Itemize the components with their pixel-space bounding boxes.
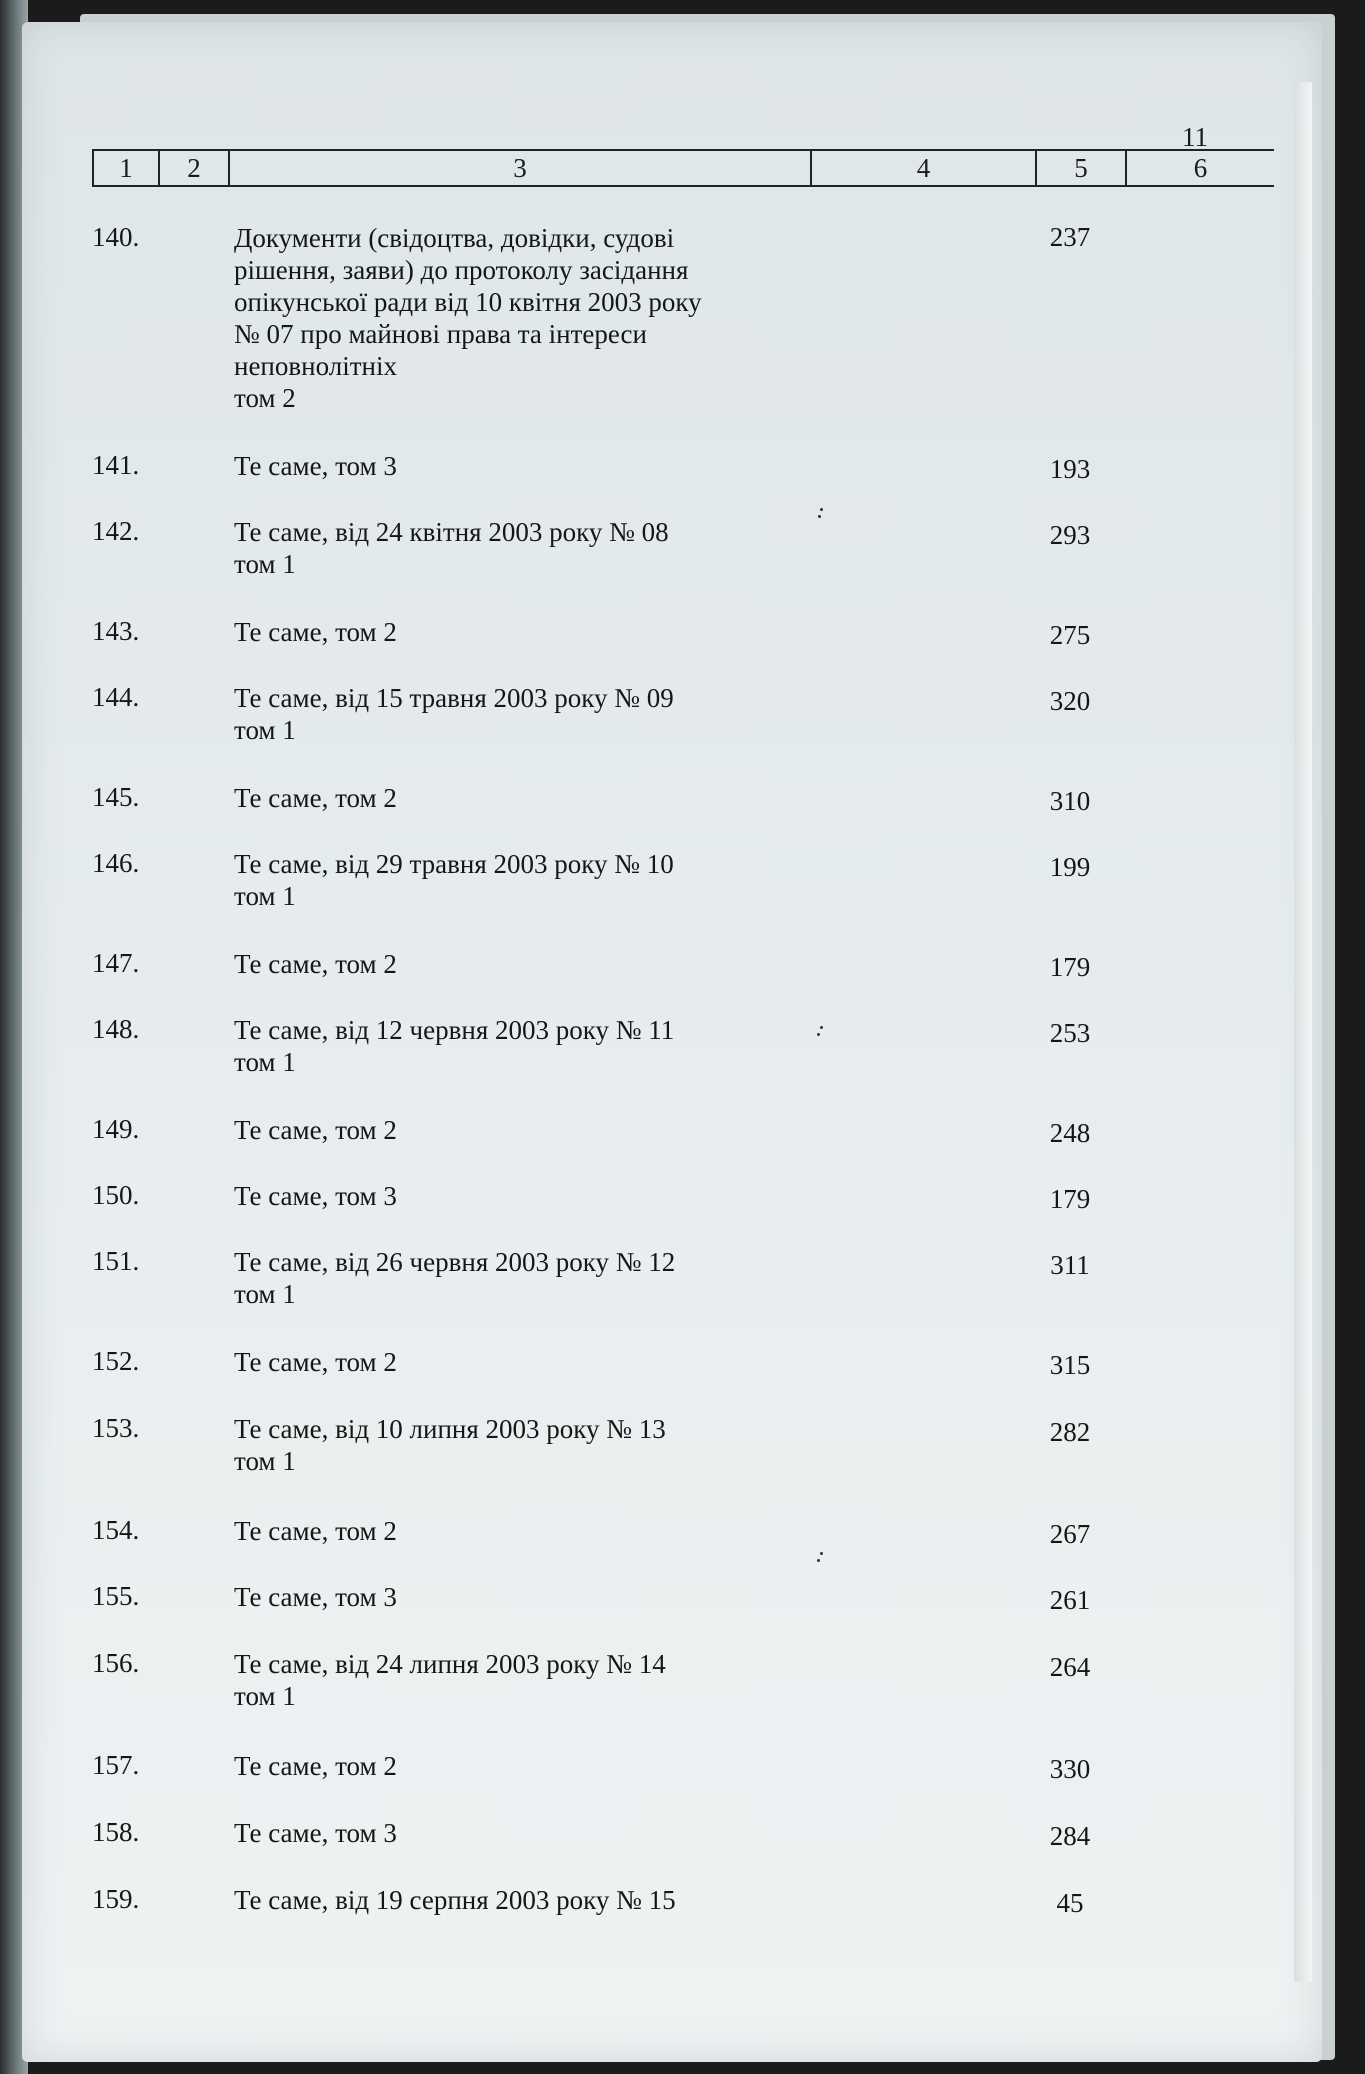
item-title-line: Те саме, від 10 липня 2003 року № 13	[234, 1414, 666, 1444]
item-number: 154.	[92, 1515, 140, 1545]
item-number: 142.	[92, 516, 140, 546]
item-title	[234, 1246, 754, 1310]
item-number: 150.	[92, 1180, 140, 1210]
page-number: 11	[1182, 122, 1208, 152]
item-title-line: Те саме, том 2	[234, 1516, 397, 1546]
item-title	[234, 1648, 754, 1712]
item-page-count: 330	[1049, 1754, 1091, 1784]
item-number: 153.	[92, 1413, 140, 1443]
item-title-line: Те саме, том 3	[234, 1181, 397, 1211]
item-title	[234, 222, 754, 414]
item-number: 149.	[92, 1114, 140, 1144]
item-title-line: том 2	[234, 383, 296, 413]
item-page-count: 261	[1049, 1585, 1091, 1615]
item-title-line: Те саме, від 19 серпня 2003 року № 15	[234, 1885, 676, 1915]
item-title-line: Те саме, від 12 червня 2003 року № 11	[234, 1015, 675, 1045]
item-title-line: Документи (свідоцтва, довідки, судові	[234, 223, 675, 253]
item-title	[234, 1817, 754, 1849]
item-title-line: Те саме, від 15 травня 2003 року № 09	[234, 683, 674, 713]
column-header-3: 3	[229, 150, 811, 186]
item-title-line: Те саме, том 2	[234, 1751, 397, 1781]
item-title-line: Те саме, том 2	[234, 617, 397, 647]
item-title	[234, 1114, 754, 1146]
item-title-line: Те саме, від 26 червня 2003 року № 12	[234, 1247, 676, 1277]
item-title	[234, 682, 754, 746]
column-header-5: 5	[1036, 150, 1126, 186]
item-title	[234, 616, 754, 648]
item-number: 159.	[92, 1884, 140, 1914]
item-page-count: 264	[1049, 1652, 1091, 1682]
item-page-count: 315	[1049, 1350, 1091, 1380]
item-title	[234, 1180, 754, 1212]
item-title-line: Те саме, том 2	[234, 783, 397, 813]
column-header-4: 4	[811, 150, 1036, 186]
item-page-count: 267	[1049, 1519, 1091, 1549]
item-title-line: том 1	[234, 1446, 296, 1476]
item-title-line: том 1	[234, 549, 296, 579]
item-title-line: № 07 про майнові права та інтереси	[234, 319, 647, 349]
item-number: 140.	[92, 222, 140, 252]
ink-speck	[820, 508, 823, 511]
ink-speck	[820, 1026, 823, 1029]
item-page-count: 193	[1049, 454, 1091, 484]
item-title	[234, 1884, 754, 1916]
ink-speck	[818, 515, 821, 518]
column-header-2: 2	[159, 150, 229, 186]
item-page-count: 199	[1049, 852, 1091, 882]
item-number: 157.	[92, 1750, 140, 1780]
item-number: 156.	[92, 1648, 140, 1678]
item-page-count: 45	[1056, 1888, 1084, 1918]
item-title	[234, 1346, 754, 1378]
item-number: 143.	[92, 616, 140, 646]
item-title-line: Те саме, том 2	[234, 1347, 397, 1377]
item-title-line: Те саме, від 24 липня 2003 року № 14	[234, 1649, 666, 1679]
ink-speck	[817, 1559, 820, 1562]
item-number: 151.	[92, 1246, 140, 1276]
item-title-line: Те саме, том 2	[234, 1115, 397, 1145]
item-page-count: 253	[1049, 1018, 1091, 1048]
item-title-line: рішення, заяви) до протоколу засідання	[234, 255, 689, 285]
item-title-line: неповнолітніх	[234, 351, 397, 381]
item-number: 144.	[92, 682, 140, 712]
item-title	[234, 948, 754, 980]
item-title-line: Те саме, том 3	[234, 451, 397, 481]
item-number: 148.	[92, 1014, 140, 1044]
item-title-line: том 1	[234, 1681, 296, 1711]
item-title-line: Те саме, том 3	[234, 1818, 397, 1848]
item-number: 158.	[92, 1817, 140, 1847]
column-header-1: 1	[93, 150, 159, 186]
item-title-line: том 1	[234, 881, 296, 911]
item-title-line: Те саме, від 29 травня 2003 року № 10	[234, 849, 674, 879]
item-number: 147.	[92, 948, 140, 978]
column-header-6: 6	[1126, 150, 1274, 186]
item-number: 145.	[92, 782, 140, 812]
item-page-count: 320	[1049, 686, 1091, 716]
item-title	[234, 782, 754, 814]
item-page-count: 293	[1049, 520, 1091, 550]
item-page-count: 282	[1049, 1417, 1091, 1447]
item-title	[234, 1413, 754, 1477]
ink-speck	[820, 1552, 823, 1555]
item-title-line: том 1	[234, 715, 296, 745]
item-title-line: Те саме, від 24 квітня 2003 року № 08	[234, 517, 669, 547]
item-title	[234, 1581, 754, 1613]
item-title	[234, 1750, 754, 1782]
item-title	[234, 1515, 754, 1547]
item-number: 146.	[92, 848, 140, 878]
item-number: 155.	[92, 1581, 140, 1611]
item-title-line: Те саме, том 2	[234, 949, 397, 979]
item-page-count: 311	[1050, 1250, 1090, 1280]
item-page-count: 284	[1049, 1821, 1091, 1851]
item-page-count: 179	[1049, 952, 1091, 982]
item-title	[234, 1014, 754, 1078]
item-page-count: 179	[1049, 1184, 1091, 1214]
item-title	[234, 450, 754, 482]
item-page-count: 275	[1049, 620, 1091, 650]
item-number: 152.	[92, 1346, 140, 1376]
item-page-count: 237	[1049, 222, 1091, 252]
item-title-line: Те саме, том 3	[234, 1582, 397, 1612]
item-title	[234, 848, 754, 912]
item-title-line: том 1	[234, 1047, 296, 1077]
ink-speck	[817, 1033, 820, 1036]
item-title-line: том 1	[234, 1279, 296, 1309]
item-page-count: 248	[1049, 1118, 1091, 1148]
item-title-line: опікунської ради від 10 квітня 2003 року	[234, 287, 702, 317]
item-page-count: 310	[1049, 786, 1091, 816]
item-title	[234, 516, 754, 580]
item-number: 141.	[92, 450, 140, 480]
